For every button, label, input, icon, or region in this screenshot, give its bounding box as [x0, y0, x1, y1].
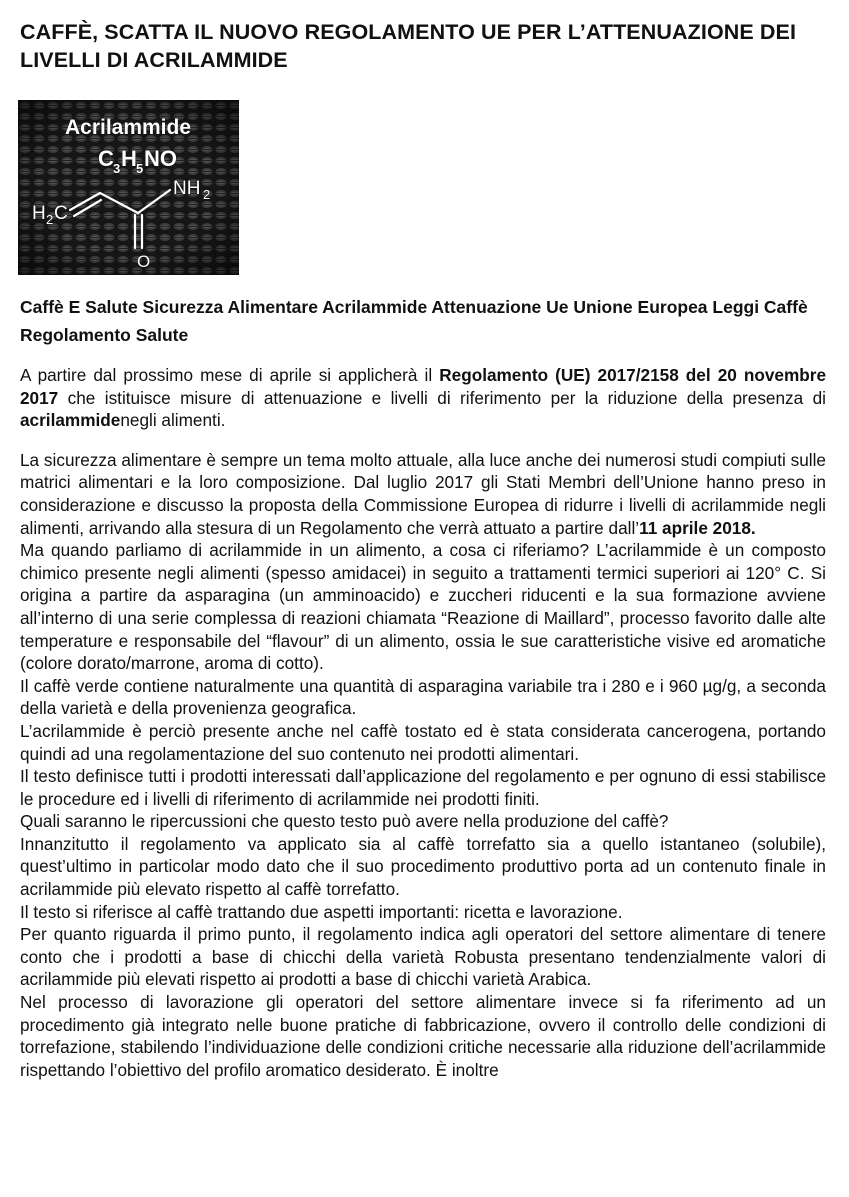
vinyl-h: H: [32, 203, 46, 224]
paragraph-food-safety: [20, 449, 826, 539]
intro-text-end: negli alimenti.: [120, 410, 226, 431]
formula-no: NO: [144, 146, 177, 171]
formula-sub-5: 5: [136, 161, 144, 176]
paragraph: Quali saranno le ripercussioni che questo testo può avere nella produzione del caffè?: [20, 811, 669, 832]
food-safety-text: La sicurezza alimentare è sempre un tema molto attuale, alla luce anche dei numerosi studi compiuti sulle matrici alimentari e la loro composizione. Dal luglio 2017 gli Stati Membri dell’Unione hanno preso in considerazione e discusso la proposta della Commissione Europea di ridurre i livelli di acrilammide negli alimenti, arrivando alla stesura di un Regolamento che verrà attuato a partire dall’: [20, 449, 826, 538]
compound-name: Acrilammide: [64, 116, 192, 139]
intro-paragraph: [20, 364, 826, 432]
vinyl-c: C: [54, 203, 68, 224]
effective-date: 11 aprile 2018.: [639, 517, 756, 538]
regulation-reference: Regolamento (UE) 2017/2158 del 20 novembre 2017: [20, 365, 827, 408]
article-title: CAFFÈ, SCATTA IL NUOVO REGOLAMENTO UE PER L’ATTENUAZIONE DEI LIVELLI DI ACRILAMMIDE: [20, 20, 797, 72]
formula-c: C: [98, 146, 114, 171]
formula-h: H: [121, 146, 137, 171]
article-tags: Caffè E Salute Sicurezza Alimentare Acrilammide Attenuazione Ue Unione Europea Leggi Caffè Regolamento Salute: [20, 297, 808, 345]
paragraph: Il testo si riferisce al caffè trattando due aspetti importanti: ricetta e lavorazione.: [20, 901, 623, 922]
article-body: [20, 364, 826, 1081]
acrylamide-bold: acrilammide: [20, 410, 121, 431]
oxygen-atom: O: [137, 252, 151, 271]
intro-text-cont: che istituisce misure di attenuazione e livelli di riferimento per la riduzione della presenza di: [58, 387, 826, 408]
paragraph: L’acrilammide è perciò presente anche nel caffè tostato ed è stata considerata cancerogena, portando quindi ad una regolamentazione del suo contenuto nei prodotti alimentari.: [20, 720, 826, 764]
paragraph: Innanzitutto il regolamento va applicato sia al caffè torrefatto sia a quello istantaneo (solubile), quest’ultimo in particolar modo dato che il suo procedimento produttivo porta ad un contenuto finale in acrilammide più elevato rispetto al caffè torrefatto.: [20, 833, 826, 900]
acrylamide-structure-image: [18, 100, 239, 275]
intro-text: A partire dal prossimo mese di aprile si applicherà il: [20, 365, 440, 385]
paragraph: Ma quando parliamo di acrilammide in un alimento, a cosa ci riferiamo? L’acrilammide è un composto chimico presente negli alimenti (spesso amidacei) in seguito a trattamenti termici superiori ai 120° C. Si origina a partire da asparagina (un amminoacido) e zuccheri riducenti e la sua formazione avviene all’interno di una serie complessa di reazioni chiamata “Reazione di Maillard”, processo favorito dalle alte temperature e responsabile del “flavour” di un alimento, ossia le sue caratteristiche visive ed aromatiche (colore dorato/marrone, aroma di cotto).: [20, 540, 826, 674]
paragraph: Nel processo di lavorazione gli operatori del settore alimentare invece si fa riferimento ad un procedimento già integrato nelle buone pratiche di fabbricazione, ovvero il controllo delle condizioni di torrefazione, stabilendo l’individuazione delle condizioni critiche necessarie alla riduzione dell’acrilammide rispettando l’obiettivo del profilo aromatico desiderato. È inoltre: [20, 992, 826, 1080]
vinyl-sub-2: 2: [46, 212, 54, 227]
paragraph: Il caffè verde contiene naturalmente una quantità di asparagina variabile tra i 280 e i 960 µg/g, a seconda della varietà e della provenienza geografica.: [20, 675, 826, 719]
acrylamide-figure: [18, 100, 239, 275]
amine-nh: NH: [173, 178, 201, 199]
paragraph: Per quanto riguarda il primo punto, il regolamento indica agli operatori del settore alimentare di tenere conto che i prodotti a base di chicchi della varietà Robusta presentano tendenzialmente valori di acrilammide più elevati rispetto ai prodotti a base di chicchi varietà Arabica.: [20, 924, 826, 990]
paragraph: Il testo definisce tutti i prodotti interessati dall’applicazione del regolamento e per ognuno di essi stabilisce le procedure ed i livelli di riferimento di acrilammide nei prodotti finiti.: [20, 766, 826, 809]
amine-sub-2: 2: [203, 187, 211, 202]
formula-sub-3: 3: [113, 161, 121, 176]
